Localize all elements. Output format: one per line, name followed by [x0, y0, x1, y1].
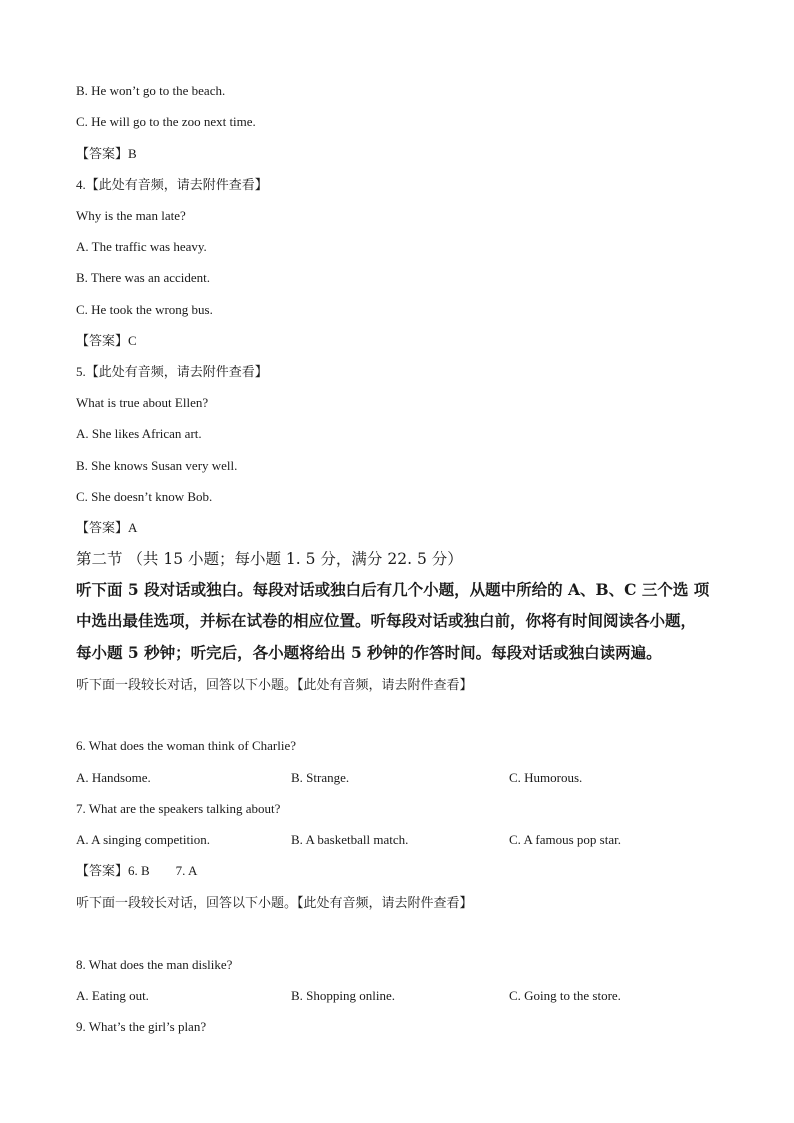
- question-7-text: 7. What are the speakers talking about?: [76, 801, 281, 816]
- option-b-q4: B. There was an accident.: [76, 270, 211, 285]
- question-9-text: 9. What’s the girl’s plan?: [76, 1019, 207, 1034]
- answer-q4: 【答案】C: [76, 333, 137, 348]
- dialog-1-intro: 听下面一段较长对话，回答以下小题。【此处有音频，请去附件查看】: [76, 677, 473, 692]
- option-c-q5: C. She doesn’t know Bob.: [76, 489, 213, 504]
- section-title: 第二节 （共 15 小题；每小题 1. 5 分，满分 22. 5 分）: [76, 550, 463, 568]
- answer-q3: 【答案】B: [76, 146, 137, 161]
- dialog-2-intro: 听下面一段较长对话，回答以下小题。【此处有音频，请去附件查看】: [76, 895, 473, 910]
- option-b-q6: B. Strange.: [291, 770, 350, 785]
- question-8-text: 8. What does the man dislike?: [76, 957, 233, 972]
- question-5-text: What is true about Ellen?: [76, 395, 209, 410]
- answer-q6-q7: 【答案】6. B 7. A: [76, 863, 198, 878]
- question-5-audio-note: 5.【此处有音频，请去附件查看】: [76, 364, 268, 379]
- option-c-q3: C. He will go to the zoo next time.: [76, 114, 256, 129]
- option-a-q8: A. Eating out.: [76, 988, 149, 1003]
- option-c-q8: C. Going to the store.: [509, 988, 621, 1003]
- option-b-q3: B. He won’t go to the beach.: [76, 83, 226, 98]
- option-a-q5: A. She likes African art.: [76, 426, 202, 441]
- section-instructions-2: 中选出最佳选项，并标在试卷的相应位置。听每段对话或独白前，你将有时间阅读各小题，: [76, 611, 697, 630]
- question-6-text: 6. What does the woman think of Charlie?: [76, 738, 296, 753]
- option-b-q5: B. She knows Susan very well.: [76, 458, 238, 473]
- option-b-q7: B. A basketball match.: [291, 832, 409, 847]
- option-a-q4: A. The traffic was heavy.: [76, 239, 207, 254]
- option-c-q6: C. Humorous.: [509, 770, 583, 785]
- question-4-audio-note: 4.【此处有音频，请去附件查看】: [76, 177, 268, 192]
- option-a-q6: A. Handsome.: [76, 770, 151, 785]
- section-instructions-1: 听下面 5 段对话或独白。每段对话或独白后有几个小题，从题中所给的 A、B、C 三个选 项: [76, 580, 710, 599]
- answer-q5: 【答案】A: [76, 520, 138, 535]
- option-c-q4: C. He took the wrong bus.: [76, 302, 213, 317]
- section-instructions-3: 每小题 5 秒钟；听完后，各小题将给出 5 秒钟的作答时间。每段对话或独白读两遍。: [76, 643, 662, 662]
- option-c-q7: C. A famous pop star.: [509, 832, 621, 847]
- option-a-q7: A. A singing competition.: [76, 832, 210, 847]
- question-4-text: Why is the man late?: [76, 208, 186, 223]
- option-b-q8: B. Shopping online.: [291, 988, 396, 1003]
